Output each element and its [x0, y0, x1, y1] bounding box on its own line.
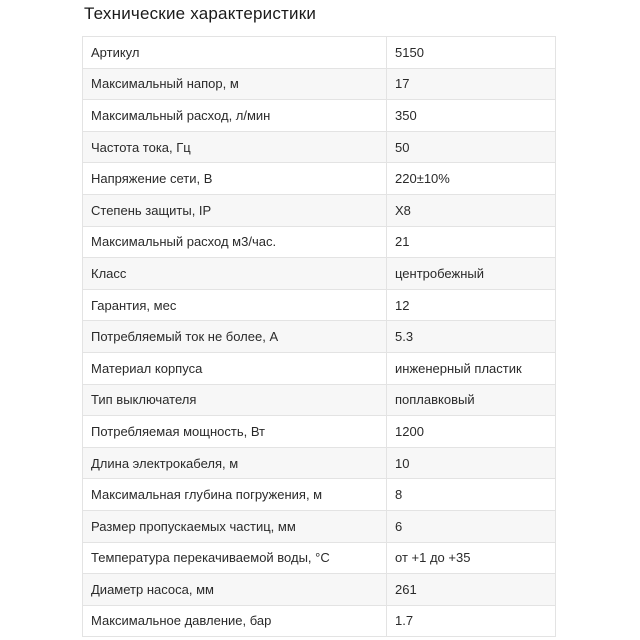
spec-label: Максимальная глубина погружения, м: [83, 479, 387, 511]
spec-value: 1.7: [387, 605, 556, 637]
spec-label: Артикул: [83, 37, 387, 69]
spec-value: 12: [387, 289, 556, 321]
table-row: [83, 226, 556, 258]
spec-label: Класс: [83, 258, 387, 290]
spec-value: 261: [387, 574, 556, 606]
spec-value: 50: [387, 131, 556, 163]
spec-value: центробежный: [387, 258, 556, 290]
spec-label: Максимальное давление, бар: [83, 605, 387, 637]
spec-value: 8: [387, 479, 556, 511]
table-row: [83, 321, 556, 353]
spec-label: Гарантия, мес: [83, 289, 387, 321]
spec-value: инженерный пластик: [387, 352, 556, 384]
page-title: Технические характеристики: [84, 4, 317, 23]
spec-value: поплавковый: [387, 384, 556, 416]
spec-label: Потребляемая мощность, Вт: [83, 416, 387, 448]
spec-label: Степень защиты, IP: [83, 194, 387, 226]
table-row: [83, 194, 556, 226]
table-row: [83, 258, 556, 290]
table-row: [83, 100, 556, 132]
spec-value: 220±10%: [387, 163, 556, 195]
spec-label: Максимальный расход, л/мин: [83, 100, 387, 132]
spec-label: Длина электрокабеля, м: [83, 447, 387, 479]
spec-value: 10: [387, 447, 556, 479]
spec-label: Температура перекачиваемой воды, °C: [83, 542, 387, 574]
table-row: [83, 163, 556, 195]
table-row: [83, 605, 556, 637]
spec-value: от +1 до +35: [387, 542, 556, 574]
spec-label: Материал корпуса: [83, 352, 387, 384]
spec-label: Размер пропускаемых частиц, мм: [83, 510, 387, 542]
table-row: [83, 289, 556, 321]
table-row: [83, 68, 556, 100]
spec-value: 5.3: [387, 321, 556, 353]
spec-value: 6: [387, 510, 556, 542]
spec-label: Максимальный расход м3/час.: [83, 226, 387, 258]
table-row: [83, 384, 556, 416]
table-row: [83, 131, 556, 163]
spec-label: Тип выключателя: [83, 384, 387, 416]
table-row: [83, 447, 556, 479]
table-row: [83, 574, 556, 606]
spec-label: Потребляемый ток не более, А: [83, 321, 387, 353]
spec-label: Диаметр насоса, мм: [83, 574, 387, 606]
spec-value: 1200: [387, 416, 556, 448]
table-row: [83, 479, 556, 511]
table-row: [83, 542, 556, 574]
table-row: [83, 352, 556, 384]
table-row: [83, 416, 556, 448]
spec-value: 350: [387, 100, 556, 132]
spec-label: Напряжение сети, В: [83, 163, 387, 195]
spec-value: X8: [387, 194, 556, 226]
specs-table: [82, 36, 556, 637]
spec-value: 17: [387, 68, 556, 100]
spec-value: 21: [387, 226, 556, 258]
table-row: [83, 37, 556, 69]
spec-label: Максимальный напор, м: [83, 68, 387, 100]
table-row: [83, 510, 556, 542]
spec-label: Частота тока, Гц: [83, 131, 387, 163]
spec-value: 5150: [387, 37, 556, 69]
